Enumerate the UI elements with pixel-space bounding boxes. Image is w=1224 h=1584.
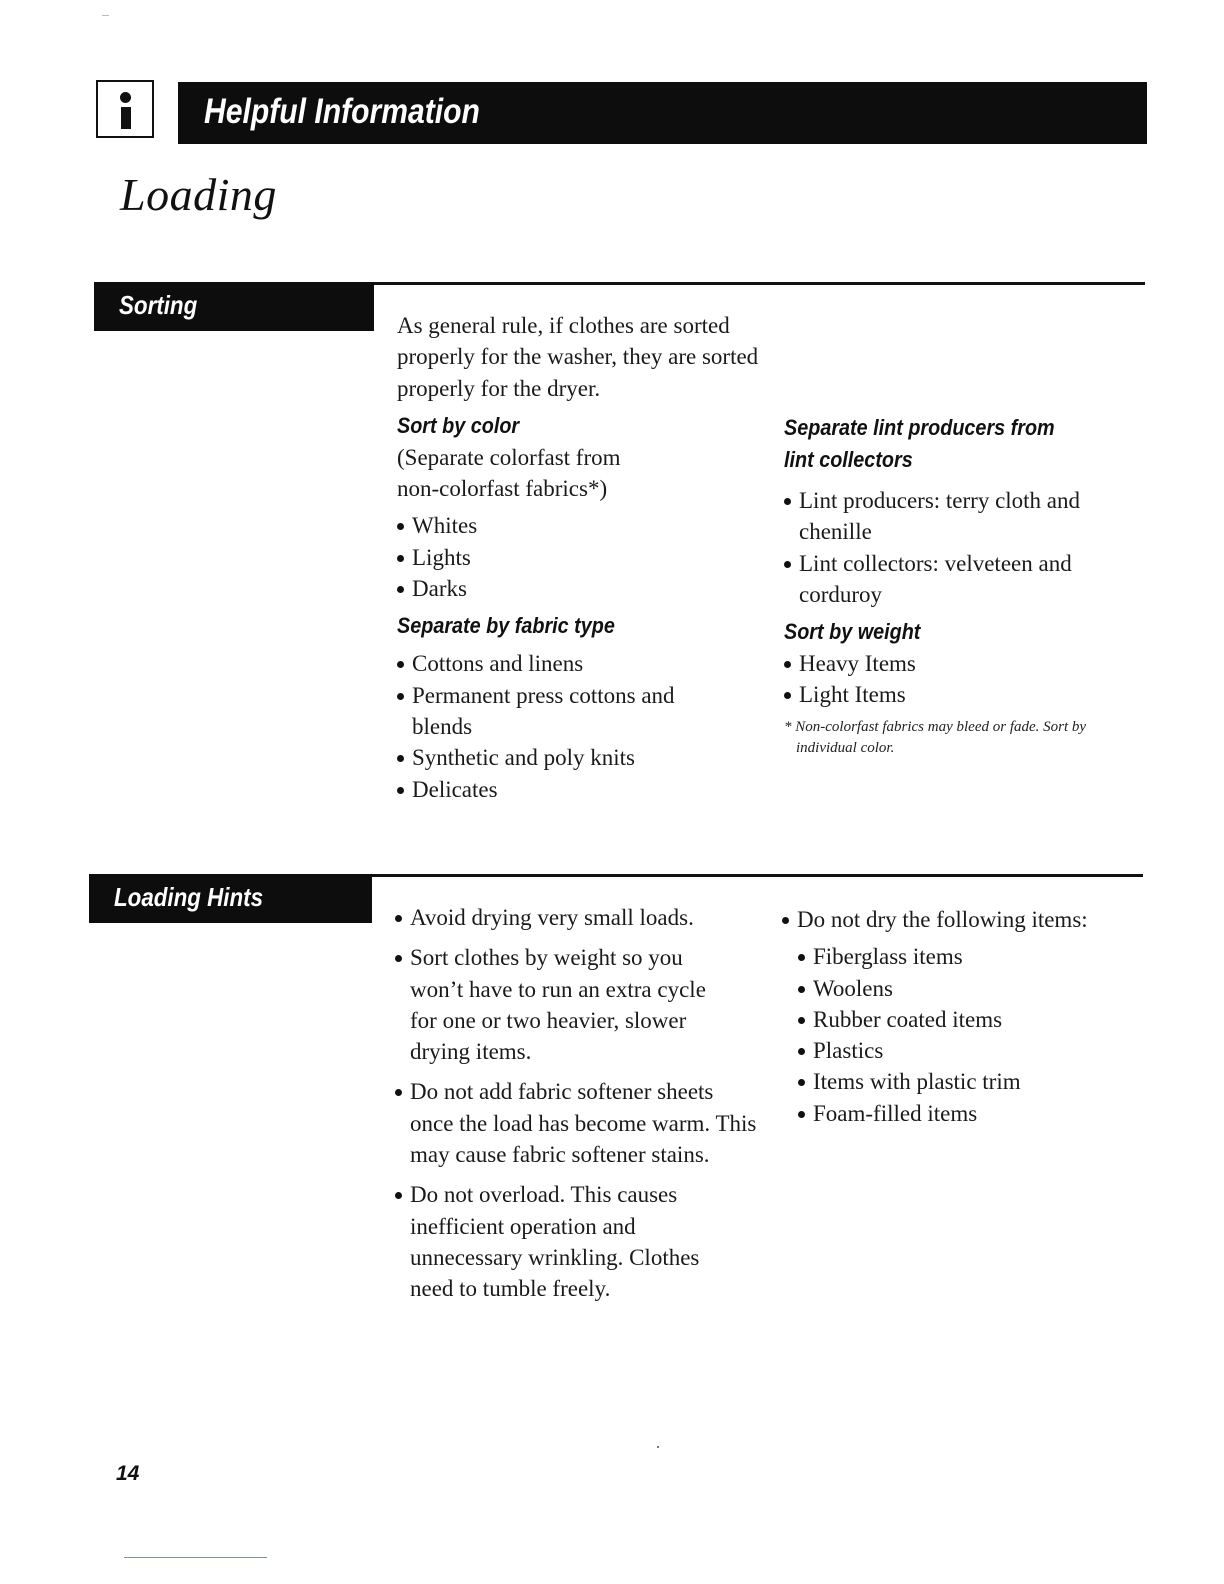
list-item: Woolens [798,973,1127,1004]
lint-heading-line2: lint collectors [784,447,913,472]
sorting-section-bar [94,282,374,331]
fabric-list [397,648,687,804]
list-item: Do not overload. This causes inefficient operation and unnecessary wrinkling. Clothes need to tumble freely. [395,1179,730,1304]
list-item: Avoid drying very small loads. [395,902,757,933]
list-item: Lint producers: terry cloth and chenille [784,485,1129,548]
lint-heading-line1: Separate lint producers from [784,415,1055,440]
footnote: * Non-colorfast fabrics may bleed or fade. Sort by individual color. [784,718,1087,756]
list-item: Cottons and linens [397,648,687,679]
hints-list [395,902,757,1305]
list-item: Darks [397,573,762,604]
sorting-section-label: Sorting [119,290,198,320]
loading-hints-rule [372,874,1143,877]
hints-left-column [395,902,757,1305]
fabric-type-heading: Separate by fabric type [397,613,615,639]
corner-mark [102,15,109,16]
sort-by-color-heading: Sort by color [397,412,520,438]
color-list [397,510,762,604]
do-not-dry-intro [782,904,1127,935]
page-title: Loading [120,169,277,220]
header-title: Helpful Information [204,92,480,131]
do-not-dry-list [798,941,1127,1129]
list-item: Do not dry the following items: [782,904,1127,935]
list-item: Items with plastic trim [798,1066,1127,1097]
list-item: Permanent press cottons and blends [397,680,687,743]
sorting-left-column [397,310,762,805]
sort-by-weight-heading: Sort by weight [784,619,921,645]
list-item: Foam-filled items [798,1098,1127,1129]
list-item: Delicates [397,774,687,805]
list-item: Lint collectors: velveteen and corduroy [784,548,1129,611]
info-icon [96,80,154,138]
list-item: Fiberglass items [798,941,1127,972]
list-item: Heavy Items [784,648,1129,679]
list-item: Sort clothes by weight so you won’t have to run an extra cycle for one or two heavier, slower drying items. [395,942,730,1067]
loading-hints-section-label: Loading Hints [114,882,264,912]
list-item: Whites [397,510,762,541]
list-item: Plastics [798,1035,1127,1066]
sorting-intro: As general rule, if clothes are sorted properly for the washer, they are sorted properly for the dryer. [397,313,759,401]
list-item: Lights [397,542,762,573]
sorting-right-column [784,412,1129,759]
list-item: Do not add fabric softener sheets once the load has become warm. This may cause fabric softener stains. [395,1076,757,1170]
sorting-rule [374,282,1145,285]
weight-list [784,648,1129,711]
loading-hints-section-bar [89,874,372,923]
list-item: Synthetic and poly knits [397,742,687,773]
lint-list [784,485,1129,610]
page-number: 14 [116,1462,140,1485]
footer-line [124,1557,267,1558]
sort-by-color-desc: (Separate colorfast from non-colorfast fabrics*) [397,444,621,502]
list-item: Rubber coated items [798,1004,1127,1035]
header-bar [178,82,1147,144]
stray-mark [657,1446,659,1448]
list-item: Light Items [784,679,1129,710]
hints-right-column [782,904,1127,1129]
